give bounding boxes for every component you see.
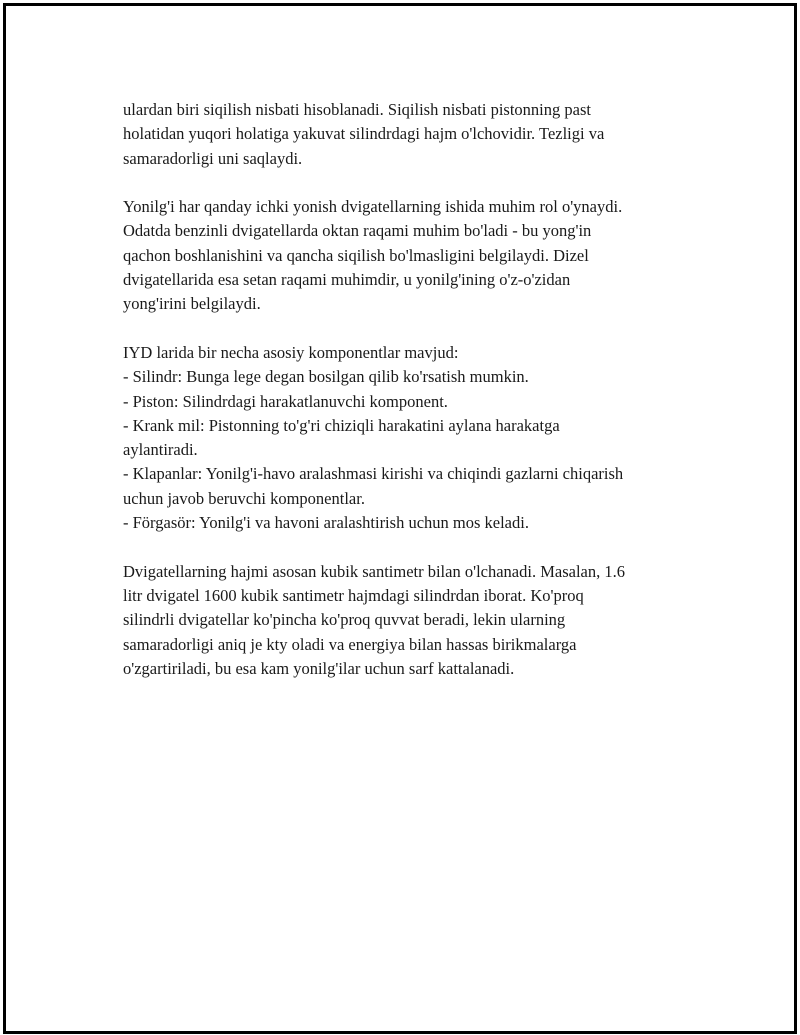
paragraph-engine-volume	[123, 560, 693, 681]
list-item-cylinder: - Silindr: Bunga lege degan bosilgan qilib ko'rsatish mumkin.	[123, 367, 529, 387]
text-line: dvigatellarida esa setan raqami muhimdir, u yonilg'ining o'z-o'zidan	[123, 270, 571, 290]
text-line: samaradorligi uni saqlaydi.	[123, 148, 303, 168]
paragraph-fuel	[123, 195, 693, 316]
text-line: ulardan biri siqilish nisbati hisoblanadi. Siqilish nisbati pistonning past	[123, 100, 591, 119]
list-item-valves: - Klapanlar: Yonilg'i-havo aralashmasi kirishi va chiqindi gazlarni chiqarish	[123, 464, 624, 484]
text-line: holatidan yuqori holatiga yakuvat silindrdagi hajm o'lchovidir. Tezligi va	[123, 124, 605, 144]
list-item-valves-cont: uchun javob beruvchi komponentlar.	[123, 488, 365, 508]
document-body	[123, 98, 693, 705]
text-line: samaradorligi aniq je kty oladi va energiya bilan hassas birikmalarga	[123, 634, 577, 654]
list-item-carburetor: - Förgasör: Yonilg'i va havoni aralashtirish uchun mos keladi.	[123, 513, 529, 533]
list-item-crankshaft: - Krank mil: Pistonning to'g'ri chiziqli harakatini aylana harakatga	[123, 415, 560, 435]
text-line: litr dvigatel 1600 kubik santimetr hajmdagi silindrdan iborat. Ko'proq	[123, 585, 584, 605]
text-line: Yonilg'i har qanday ichki yonish dvigatellarning ishida muhim rol o'ynaydi.	[123, 197, 623, 217]
text-line: qachon boshlanishini va qancha siqilish bo'lmasligini belgilaydi. Dizel	[123, 245, 589, 265]
paragraph-components-list	[123, 341, 693, 535]
text-line: Odatda benzinli dvigatellarda oktan raqami muhim bo'ladi - bu yong'in	[123, 221, 592, 241]
list-intro: IYD larida bir necha asosiy komponentlar mavjud:	[123, 342, 459, 362]
paragraph-compression-ratio	[123, 98, 693, 171]
list-item-crankshaft-cont: aylantiradi.	[123, 440, 198, 460]
text-line: Dvigatellarning hajmi asosan kubik santimetr bilan o'lchanadi. Masalan, 1.6	[123, 561, 625, 581]
text-line: silindrli dvigatellar ko'pincha ko'proq quvvat beradi, lekin ularning	[123, 610, 566, 630]
list-item-piston: - Piston: Silindrdagi harakatlanuvchi komponent.	[123, 391, 448, 411]
text-line: yong'irini belgilaydi.	[123, 294, 261, 314]
text-line: o'zgartiriladi, bu esa kam yonilg'ilar uchun sarf kattalanadi.	[123, 658, 515, 678]
page-frame	[3, 3, 797, 1034]
